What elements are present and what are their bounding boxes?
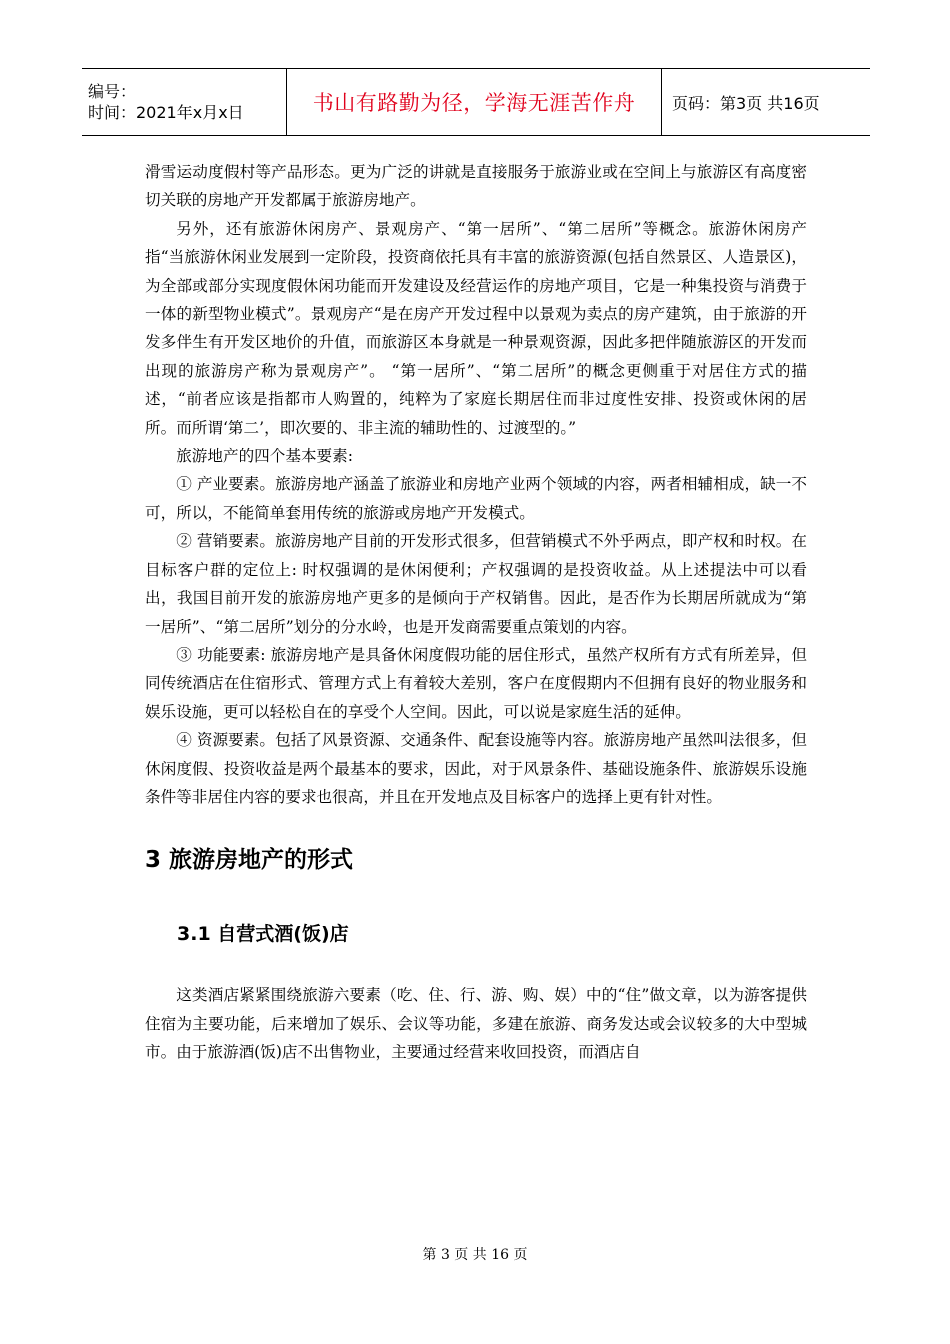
- doc-time-label: 时间：2021年x月x日: [88, 103, 244, 122]
- header-meta: [82, 69, 287, 135]
- paragraph: ② 营销要素。旅游房地产目前的开发形式很多，但营销模式不外乎两点，即产权和时权。在目标客户群的定位上: 时权强调的是休闲便利；产权强调的是投资收益。从上述提法中可以看出，我国目前开发的旅游房地产更多的是倾向于产权销售。因此，是否作为长期居所就成为“第一居所”、“第二居所”划分的分水岭，也是开发商需要重点策划的内容。: [145, 532, 807, 636]
- paragraph: ④ 资源要素。包括了风景资源、交通条件、配套设施等内容。旅游房地产虽然叫法很多，但休闲度假、投资收益是两个最基本的要求，因此，对于风景条件、基础设施条件、旅游娱乐设施条件等非居住内容的要求也很高，并且在开发地点及目标客户的选择上更有针对性。: [145, 731, 807, 806]
- page-footer: 第 3 页 共 16 页: [422, 1247, 528, 1263]
- page-header: [82, 68, 870, 136]
- paragraph: 这类酒店紧紧围绕旅游六要素（吃、住、行、游、购、娱）中的“住”做文章，以为游客提供住宿为主要功能，后来增加了娱乐、会议等功能，多建在旅游、商务发达或会议较多的大中型城市。由于旅游酒(饭)店不出售物业，主要通过经营来收回投资，而酒店自: [145, 986, 807, 1062]
- paragraph: 旅游地产的四个基本要素:: [176, 447, 353, 466]
- paragraph: ① 产业要素。旅游房地产涵盖了旅游业和房地产业两个领域的内容，两者相辅相成，缺一不可，所以，不能简单套用传统的旅游或房地产开发模式。: [145, 475, 807, 522]
- paragraph: 另外，还有旅游休闲房产、景观房产、“第一居所”、“第二居所”等概念。旅游休闲房产指“当旅游休闲业发展到一定阶段，投资商依托具有丰富的旅游资源(包括自然景区、人造景区)，为全部或部分实现度假休闲功能而开发建设及经营运作的房地产项目，它是一种集投资与消费于一体的新型物业模式”。景观房产“是在房产开发过程中以景观为卖点的房产建筑，由于旅游的开发多伴生有开发区地价的升值，而旅游区本身就是一种景观资源，因此多把伴随旅游区的开发而出现的旅游房产称为景观房产”。 “第一居所”、“第二居所”的概念更侧重于对居住方式的描述，“前者应该是指都市人购置的，纯粹为了家庭长期居住而非过度性安排、投资或休闲的居所。而所谓‘第二’，即次要的、非主流的辅助性的、过渡型的。”: [145, 219, 807, 437]
- header-motto: 书山有路勤为径，学海无涯苦作舟: [287, 69, 662, 135]
- header-page-info: 页码：第3页 共16页: [672, 93, 820, 113]
- paragraph: 滑雪运动度假村等产品形态。更为广泛的讲就是直接服务于旅游业或在空间上与旅游区有高度密切关联的房地产开发都属于旅游房地产。: [145, 163, 807, 210]
- paragraph: ③ 功能要素: 旅游房地产是具备休闲度假功能的居住形式，虽然产权所有方式有所差异，但同传统酒店在住宿形式、管理方式上有着较大差别，客户在度假期内不但拥有良好的物业服务和娱乐设施，更可以轻松自在的享受个人空间。因此，可以说是家庭生活的延伸。: [145, 645, 807, 721]
- subsection-heading: 3.1 自营式酒(饭)店: [177, 923, 349, 946]
- document-body: [145, 158, 807, 1067]
- section-heading: 3 旅游房地产的形式: [145, 847, 354, 874]
- doc-code-label: 编号：: [88, 82, 137, 101]
